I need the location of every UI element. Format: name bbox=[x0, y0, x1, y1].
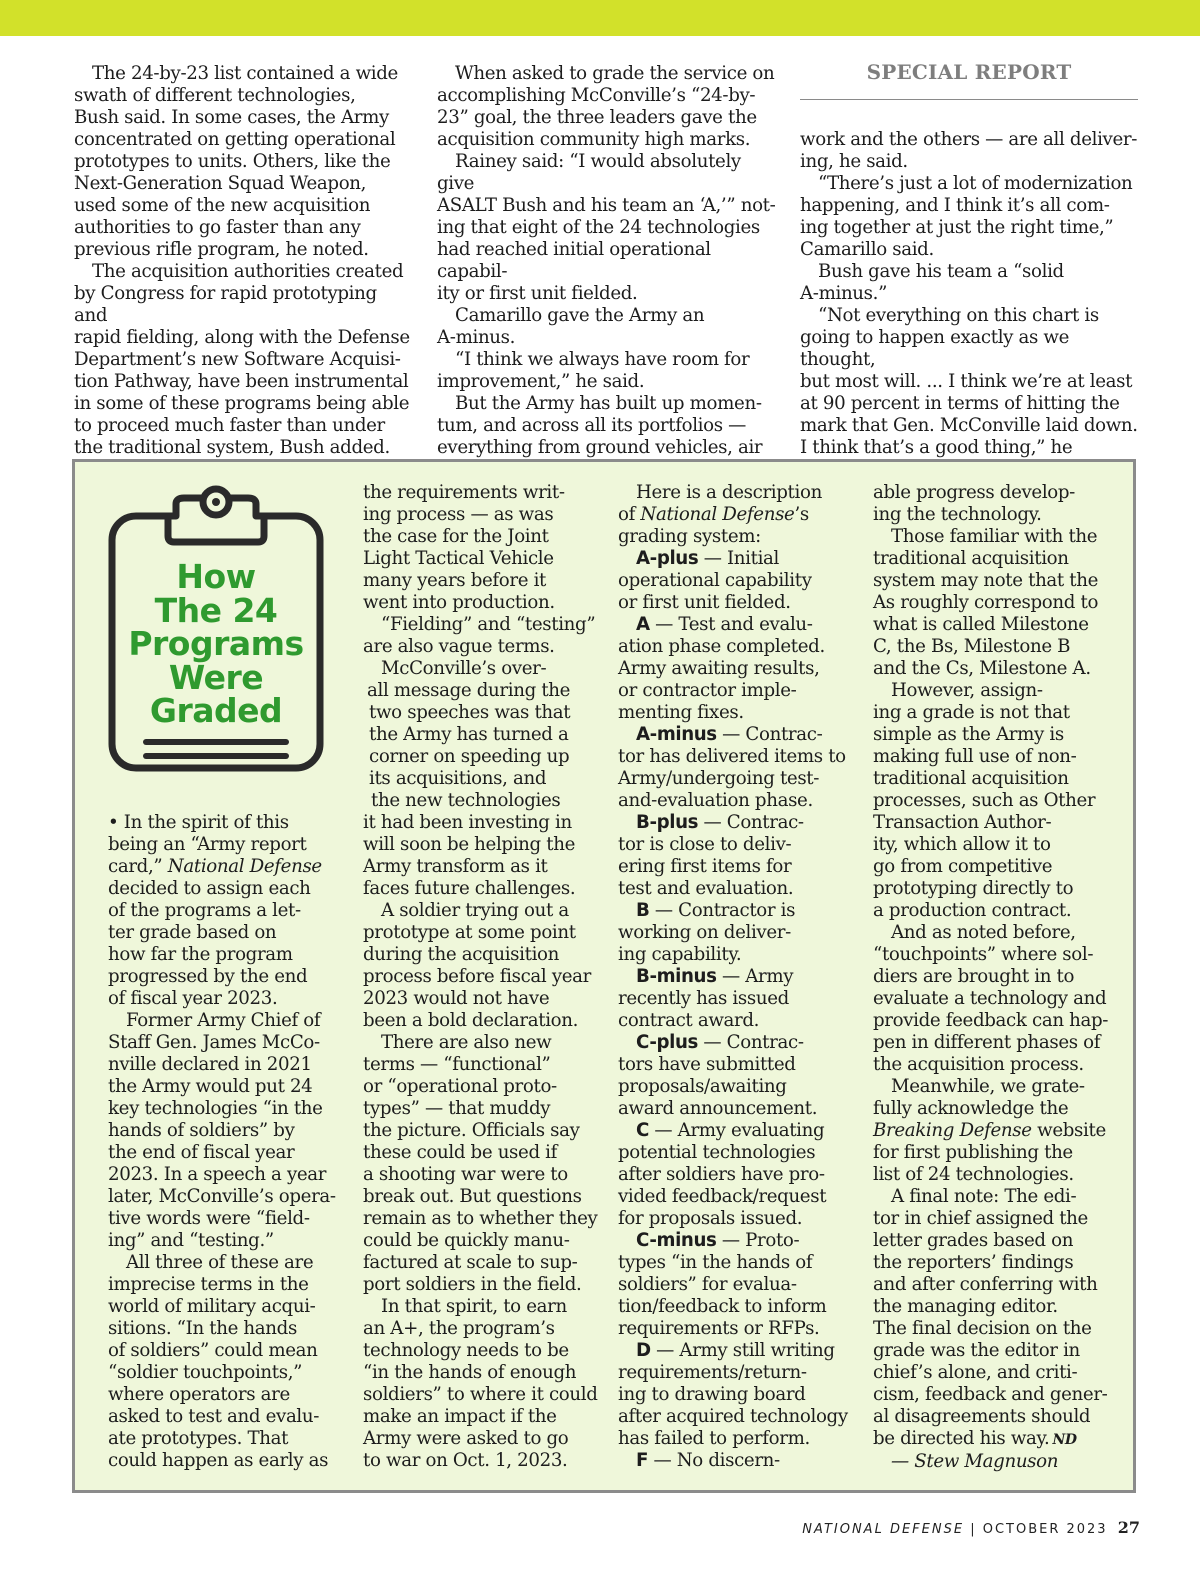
text-line: make an impact if the bbox=[363, 1406, 557, 1427]
text-line: break out. But questions bbox=[363, 1186, 582, 1207]
footer-separator: | bbox=[970, 1522, 977, 1537]
text-line: the picture. Officials say bbox=[363, 1120, 580, 1141]
text-line: concentrated on getting operational bbox=[74, 129, 396, 150]
text-line: could be quickly manu- bbox=[363, 1230, 570, 1251]
text-line: world of military acqui- bbox=[108, 1296, 316, 1317]
text-line: the managing editor. bbox=[873, 1296, 1058, 1317]
text-fragment: ’s bbox=[794, 504, 809, 525]
section-divider bbox=[800, 99, 1138, 100]
text-line: tor has delivered items to bbox=[618, 746, 846, 767]
grade-line bbox=[618, 1230, 853, 1252]
text-line: where operators are bbox=[108, 1384, 290, 1405]
text-line: previous rifle program, he noted. bbox=[74, 239, 369, 260]
grade-label: C bbox=[636, 1120, 649, 1141]
text-line: the requirements writ- bbox=[363, 482, 565, 503]
text-line: the Army has turned a bbox=[369, 724, 569, 745]
text-line: requirements/return- bbox=[618, 1362, 807, 1383]
grade-line bbox=[618, 966, 853, 988]
text-line: these could be used if bbox=[363, 1142, 558, 1163]
text-line: its acquisitions, and bbox=[369, 768, 547, 789]
publication-name: National Defense bbox=[167, 856, 322, 877]
text-line: contract award. bbox=[618, 1010, 760, 1031]
text-line: decided to assign each bbox=[108, 878, 311, 899]
text-line: There are also new bbox=[381, 1032, 552, 1053]
text-line: Former Army Chief of bbox=[126, 1010, 321, 1031]
headline-line: Programs bbox=[128, 624, 304, 663]
text-line: The acquisition authorities created bbox=[92, 261, 404, 282]
text-line: grade was the editor in bbox=[873, 1340, 1080, 1361]
text-line: types” — that muddy bbox=[363, 1098, 551, 1119]
text-line: a shooting war were to bbox=[363, 1164, 568, 1185]
text-line: Army transform as it bbox=[363, 856, 548, 877]
text-line: “Not everything on this chart is bbox=[818, 305, 1099, 326]
text-line: Camarillo gave the Army an bbox=[455, 305, 705, 326]
grade-line bbox=[618, 1450, 853, 1472]
text-line: the end of fiscal year bbox=[108, 1142, 295, 1163]
text-line: going to happen exactly as we thought, bbox=[800, 327, 1070, 370]
text-line: all message during the bbox=[367, 680, 571, 701]
grade-line bbox=[618, 1120, 853, 1142]
text-line: 2023. In a speech a year bbox=[108, 1164, 327, 1185]
text-line: been a bold declaration. bbox=[363, 1010, 579, 1031]
text-line: a production contract. bbox=[873, 900, 1072, 921]
text-fragment: — Army evaluating bbox=[648, 1120, 825, 1141]
grade-label: F bbox=[636, 1450, 649, 1471]
text-line: The final decision on the bbox=[873, 1318, 1092, 1339]
text-fragment: — Proto- bbox=[716, 1230, 800, 1251]
byline bbox=[873, 1451, 1118, 1473]
text-line: two speeches was that bbox=[369, 702, 571, 723]
text-line: C, the Bs, Milestone B bbox=[873, 636, 1071, 657]
text-line: or contractor imple- bbox=[618, 680, 797, 701]
text-line: or first unit fielded. bbox=[618, 592, 791, 613]
text-line: ate prototypes. That bbox=[108, 1428, 289, 1449]
byline-text: — Stew Magnuson bbox=[891, 1451, 1059, 1472]
text-line: A-minus. bbox=[437, 327, 516, 348]
text-line: everything from ground vehicles, air bbox=[437, 437, 763, 458]
text-fragment: — No discern- bbox=[648, 1450, 780, 1471]
text-line: letter grades based on bbox=[873, 1230, 1074, 1251]
text-line: authorities to go faster than any bbox=[74, 217, 361, 238]
text-fragment: card,” bbox=[108, 856, 163, 877]
grade-label: A bbox=[636, 614, 650, 635]
text-line: prototyping directly to bbox=[873, 878, 1074, 899]
grade-line bbox=[618, 1032, 853, 1054]
text-line: ing that eight of the 24 technologies bbox=[437, 217, 760, 238]
text-line: it had been investing in bbox=[363, 812, 572, 833]
top-accent-bar bbox=[0, 0, 1200, 36]
text-line: “soldier touchpoints,” bbox=[108, 1362, 303, 1383]
text-line: recently has issued bbox=[618, 988, 789, 1009]
text-line: to proceed much faster than under bbox=[74, 415, 385, 436]
text-line: When asked to grade the service on bbox=[455, 63, 775, 84]
grade-label: C-plus bbox=[636, 1032, 698, 1053]
text-line: making full use of non- bbox=[873, 746, 1077, 767]
text-line bbox=[618, 504, 853, 526]
text-line: McConville’s over- bbox=[381, 658, 547, 679]
text-line: types “in the hands of bbox=[618, 1252, 813, 1273]
text-line: cism, feedback and gener- bbox=[873, 1384, 1108, 1405]
grade-label: B bbox=[636, 900, 650, 921]
text-line: A-minus.” bbox=[800, 283, 888, 304]
text-line: system may note that the bbox=[873, 570, 1099, 591]
text-line: Meanwhile, we grate- bbox=[891, 1076, 1085, 1097]
text-line: process before fiscal year bbox=[363, 966, 591, 987]
end-mark: ND bbox=[1052, 1432, 1077, 1448]
text-line: tive words were “field- bbox=[108, 1208, 310, 1229]
text-line: tors have submitted bbox=[618, 1054, 796, 1075]
text-line: And as noted before, bbox=[891, 922, 1076, 943]
text-line: has failed to perform. bbox=[618, 1428, 810, 1449]
text-line: for first publishing the bbox=[873, 1142, 1073, 1163]
text-line: the Army would put 24 bbox=[108, 1076, 313, 1097]
text-line: 23” goal, the three leaders gave the bbox=[437, 107, 757, 128]
text-line: the acquisition process. bbox=[873, 1054, 1084, 1075]
text-line: Army were asked to go bbox=[363, 1428, 569, 1449]
text-line: how far the program bbox=[108, 944, 293, 965]
text-line: The 24-by-23 list contained a wide bbox=[92, 63, 398, 84]
text-line: rapid fielding, along with the Defense bbox=[74, 327, 410, 348]
text-line: go from competitive bbox=[873, 856, 1053, 877]
text-fragment: — Contrac- bbox=[697, 1032, 804, 1053]
text-line: ing capability. bbox=[618, 944, 742, 965]
text-line: tor is close to deliv- bbox=[618, 834, 792, 855]
text-fragment: — Contrac- bbox=[716, 724, 823, 745]
text-line: factured at scale to sup- bbox=[363, 1252, 578, 1273]
text-line: A final note: The edi- bbox=[891, 1186, 1077, 1207]
text-line: provide feedback can hap- bbox=[873, 1010, 1109, 1031]
text-line: used some of the new acquisition bbox=[74, 195, 371, 216]
text-line: for proposals issued. bbox=[618, 1208, 803, 1229]
text-line: key technologies “in the bbox=[108, 1098, 323, 1119]
headline-line: Were bbox=[168, 657, 264, 697]
text-line: in some of these programs being able bbox=[74, 393, 410, 414]
text-line: ing process — as was bbox=[363, 504, 554, 525]
text-line: operational capability bbox=[618, 570, 812, 591]
text-line: progressed by the end bbox=[108, 966, 308, 987]
text-line: later, McConville’s opera- bbox=[108, 1186, 336, 1207]
text-line: able progress develop- bbox=[873, 482, 1075, 503]
text-line: had reached initial operational capabil- bbox=[437, 239, 711, 282]
text-line: many years before it bbox=[363, 570, 547, 591]
text-line: “There’s just a lot of modernization bbox=[818, 173, 1133, 194]
text-line: after soldiers have pro- bbox=[618, 1164, 825, 1185]
text-line: tion Pathway, have been instrumental bbox=[74, 371, 409, 392]
text-line: Bush said. In some cases, the Army bbox=[74, 107, 389, 128]
text-line: ing, he said. bbox=[800, 151, 908, 172]
text-line: of the programs a let- bbox=[108, 900, 301, 921]
grade-line bbox=[618, 900, 853, 922]
footer-publication: NATIONAL DEFENSE bbox=[802, 1522, 965, 1537]
publication-name: Breaking Defense bbox=[873, 1120, 1032, 1141]
grade-label: A-minus bbox=[636, 724, 717, 745]
text-line: “Fielding” and “testing” bbox=[381, 614, 596, 635]
text-line: remain as to whether they bbox=[363, 1208, 598, 1229]
grade-label: B-minus bbox=[636, 966, 717, 987]
text-line: faces future challenges. bbox=[363, 878, 576, 899]
text-line: sitions. “In the hands bbox=[108, 1318, 297, 1339]
text-line: Army awaiting results, bbox=[618, 658, 820, 679]
text-line: and the Cs, Milestone A. bbox=[873, 658, 1091, 679]
headline-line: The 24 bbox=[154, 590, 278, 630]
text-line: are also vague terms. bbox=[363, 636, 555, 657]
text-line: processes, such as Other bbox=[873, 790, 1096, 811]
text-line: tor in chief assigned the bbox=[873, 1208, 1088, 1229]
text-line: traditional acquisition bbox=[873, 768, 1069, 789]
text-line: ing to drawing board bbox=[618, 1384, 806, 1405]
text-fragment: be directed his way. bbox=[873, 1428, 1050, 1449]
text-line: of fiscal year 2023. bbox=[108, 988, 278, 1009]
text-fragment: — Army still writing bbox=[650, 1340, 835, 1361]
text-line: and-evaluation phase. bbox=[618, 790, 813, 811]
text-line: test and evaluation. bbox=[618, 878, 794, 899]
text-line: diers are brought in to bbox=[873, 966, 1075, 987]
text-fragment: — Army bbox=[716, 966, 794, 987]
sidebar-column-3-grading bbox=[618, 482, 853, 1472]
text-line: what is called Milestone bbox=[873, 614, 1089, 635]
text-line: Next-Generation Squad Weapon, bbox=[74, 173, 367, 194]
text-line: prototype at some point bbox=[363, 922, 576, 943]
text-line: ing together at just the right time,” bbox=[800, 217, 1114, 238]
text-line: at 90 percent in terms of hitting the bbox=[800, 393, 1120, 414]
text-line: hands of soldiers” by bbox=[108, 1120, 295, 1141]
text-line: or “operational proto- bbox=[363, 1076, 557, 1097]
headline-line: Graded bbox=[149, 691, 283, 730]
text-line: “I think we always have room for bbox=[455, 349, 750, 370]
text-line: ing the technology. bbox=[873, 504, 1042, 525]
text-line: Camarillo said. bbox=[800, 239, 934, 260]
grade-label: A-plus bbox=[636, 548, 699, 569]
text-fragment: — Contractor is bbox=[649, 900, 796, 921]
article-column-3 bbox=[800, 129, 1145, 482]
text-line: ing” and “testing.” bbox=[108, 1230, 274, 1251]
text-line: and after conferring with bbox=[873, 1274, 1098, 1295]
text-line: potential technologies bbox=[618, 1142, 816, 1163]
footer-issue: OCTOBER 2023 bbox=[982, 1522, 1108, 1537]
text-line: an A+, the program’s bbox=[363, 1318, 555, 1339]
text-line: ter grade based on bbox=[108, 922, 277, 943]
grade-label: D bbox=[636, 1340, 651, 1361]
text-line: corner on speeding up bbox=[369, 746, 570, 767]
text-line: chief’s alone, and criti- bbox=[873, 1362, 1078, 1383]
text-line: prototypes to units. Others, like the bbox=[74, 151, 391, 172]
headline-line: How bbox=[176, 557, 256, 596]
text-line: Rainey said: “I would absolutely give bbox=[437, 151, 741, 194]
text-line: 2023 would not have bbox=[363, 988, 550, 1009]
publication-name: National Defense bbox=[640, 504, 795, 525]
text-line: But the Army has built up momen- bbox=[455, 393, 762, 414]
text-fragment: — Contrac- bbox=[698, 812, 804, 833]
text-line: working on deliver- bbox=[618, 922, 791, 943]
grade-line bbox=[618, 724, 853, 746]
section-label: SPECIAL REPORT bbox=[866, 60, 1072, 84]
text-line: grading system: bbox=[618, 526, 761, 547]
text-line: ity, which allow it to bbox=[873, 834, 1051, 855]
text-line: ation phase completed. bbox=[618, 636, 825, 657]
text-line: by Congress for rapid prototyping and bbox=[74, 283, 377, 326]
text-line: tion/feedback to inform bbox=[618, 1296, 827, 1317]
text-line: the traditional system, Bush added. bbox=[74, 437, 390, 458]
text-line: but most will. ... I think we’re at least bbox=[800, 371, 1133, 392]
text-line: pen in different phases of bbox=[873, 1032, 1101, 1053]
text-line: requirements or RFPs. bbox=[618, 1318, 820, 1339]
text-line: terms — “functional” bbox=[363, 1054, 551, 1075]
text-line: “in the hands of enough bbox=[363, 1362, 577, 1383]
text-line: Department’s new Software Acquisi- bbox=[74, 349, 401, 370]
text-line: traditional acquisition bbox=[873, 548, 1069, 569]
text-line: fully acknowledge the bbox=[873, 1098, 1069, 1119]
text-line: vided feedback/request bbox=[618, 1186, 827, 1207]
sidebar-headline bbox=[116, 557, 316, 730]
text-line: Army/undergoing test- bbox=[618, 768, 820, 789]
text-line: In that spirit, to earn bbox=[381, 1296, 567, 1317]
text-line bbox=[873, 1120, 1118, 1142]
text-line: A soldier trying out a bbox=[381, 900, 569, 921]
page-number: 27 bbox=[1117, 1518, 1140, 1537]
text-fragment: — Test and evalu- bbox=[649, 614, 813, 635]
text-line: went into production. bbox=[363, 592, 555, 613]
text-line: Bush gave his team a “solid bbox=[818, 261, 1064, 282]
text-line: simple as the Army is bbox=[873, 724, 1064, 745]
text-line bbox=[108, 856, 338, 878]
grade-line bbox=[618, 1340, 853, 1362]
text-line: ASALT Bush and his team an ‘A,’” not- bbox=[437, 195, 776, 216]
text-line: accomplishing McConville’s “24-by- bbox=[437, 85, 756, 106]
grade-label: C-minus bbox=[636, 1230, 717, 1251]
text-line: Those familiar with the bbox=[891, 526, 1098, 547]
text-line: after acquired technology bbox=[618, 1406, 848, 1427]
text-line: soldiers” to where it could bbox=[363, 1384, 598, 1405]
text-fragment: I think that’s a good thing,” he bbox=[800, 437, 1073, 458]
text-line: However, assign- bbox=[891, 680, 1043, 701]
sidebar-column-4 bbox=[873, 482, 1118, 1473]
text-line: swath of different technologies, bbox=[74, 85, 356, 106]
text-line: ity or first unit fielded. bbox=[437, 283, 638, 304]
text-line: work and the others — are all deliver- bbox=[800, 129, 1138, 150]
text-line: tum, and across all its portfolios — bbox=[437, 415, 746, 436]
text-line: port soldiers in the field. bbox=[363, 1274, 582, 1295]
text-line: al disagreements should bbox=[873, 1406, 1091, 1427]
text-fragment: of bbox=[618, 504, 635, 525]
text-line: ering first items for bbox=[618, 856, 792, 877]
text-line bbox=[873, 1428, 1118, 1451]
grade-line bbox=[618, 548, 853, 570]
sidebar-column-2 bbox=[363, 482, 598, 1472]
text-line: asked to test and evalu- bbox=[108, 1406, 320, 1427]
text-line: acquisition community high marks. bbox=[437, 129, 751, 150]
text-line: technology needs to be bbox=[363, 1340, 569, 1361]
text-line: evaluate a technology and bbox=[873, 988, 1107, 1009]
sidebar-column-1 bbox=[108, 812, 338, 1472]
grade-line bbox=[618, 812, 853, 834]
text-line: being an “Army report bbox=[108, 834, 307, 855]
text-line: award announcement. bbox=[618, 1098, 818, 1119]
text-line: As roughly correspond to bbox=[873, 592, 1099, 613]
page-footer bbox=[802, 1518, 1140, 1537]
text-line: menting fixes. bbox=[618, 702, 744, 723]
text-line: All three of these are bbox=[126, 1252, 314, 1273]
text-line: of soldiers” could mean bbox=[108, 1340, 318, 1361]
article-column-1 bbox=[74, 63, 414, 459]
text-line: Light Tactical Vehicle bbox=[363, 548, 554, 569]
text-line: to war on Oct. 1, 2023. bbox=[363, 1450, 568, 1471]
text-line: could happen as early as bbox=[108, 1450, 329, 1471]
grade-line bbox=[618, 614, 853, 636]
text-fragment: website bbox=[1031, 1120, 1106, 1141]
text-line: the reporters’ findings bbox=[873, 1252, 1074, 1273]
text-line: during the acquisition bbox=[363, 944, 560, 965]
text-line: Here is a description bbox=[636, 482, 822, 503]
text-line: will soon be helping the bbox=[363, 834, 575, 855]
grade-label: B-plus bbox=[636, 812, 699, 833]
text-fragment: — Initial bbox=[698, 548, 780, 569]
text-line: proposals/awaiting bbox=[618, 1076, 787, 1097]
text-line: ing a grade is not that bbox=[873, 702, 1070, 723]
text-line: Transaction Author- bbox=[873, 812, 1052, 833]
text-line: mark that Gen. McConville laid down. bbox=[800, 415, 1138, 436]
text-line: the new technologies bbox=[371, 790, 561, 811]
text-line: Staff Gen. James McCo- bbox=[108, 1032, 320, 1053]
text-line: imprecise terms in the bbox=[108, 1274, 309, 1295]
text-line: improvement,” he said. bbox=[437, 371, 645, 392]
text-line: nville declared in 2021 bbox=[108, 1054, 312, 1075]
text-line: • In the spirit of this bbox=[108, 812, 289, 833]
article-column-2 bbox=[437, 63, 777, 481]
text-line: list of 24 technologies. bbox=[873, 1164, 1074, 1185]
text-line: happening, and I think it’s all com- bbox=[800, 195, 1110, 216]
text-line: soldiers” for evalua- bbox=[618, 1274, 797, 1295]
text-line: “touchpoints” where sol- bbox=[873, 944, 1094, 965]
text-line: the case for the Joint bbox=[363, 526, 549, 547]
